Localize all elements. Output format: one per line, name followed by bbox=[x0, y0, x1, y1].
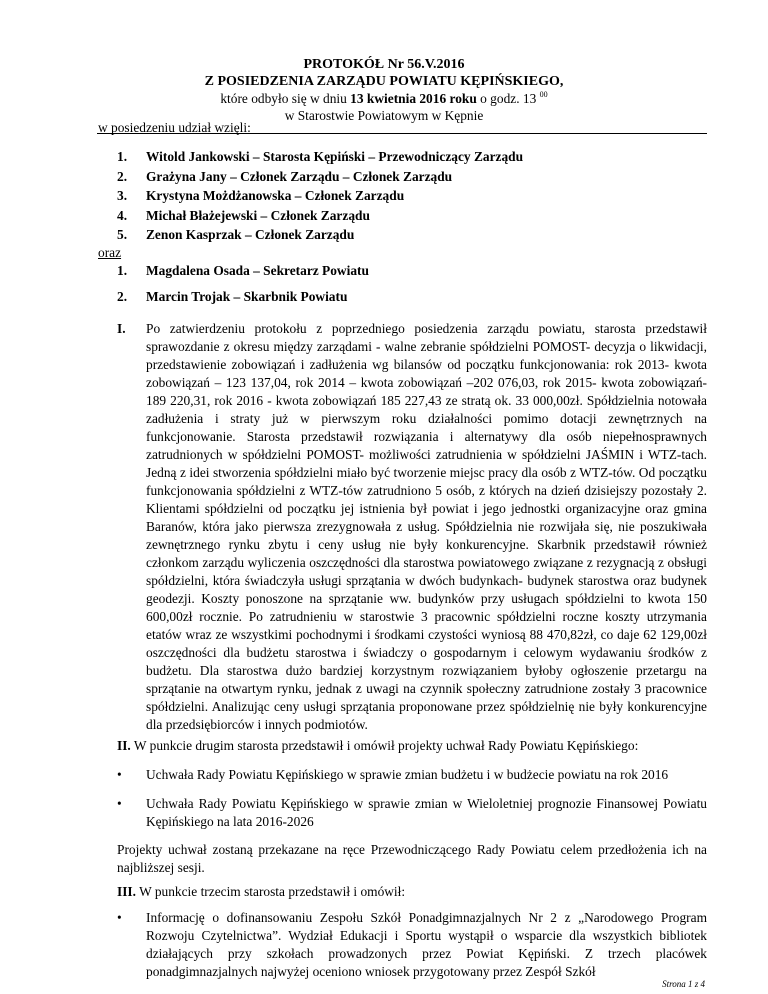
list-item: 2. Grażyna Jany – Członek Zarządu – Członek Zarządu bbox=[117, 168, 453, 184]
meeting-date-line: które odbyło się w dniu 13 kwietnia 2016 roku o godz. 13 $^{00}$ bbox=[220, 90, 548, 106]
board-members-list bbox=[98, 148, 698, 246]
header-divider bbox=[97, 133, 707, 134]
list-item: 4. Michał Błażejewski – Członek Zarządu bbox=[117, 207, 370, 223]
bullet-item: • Informację o dofinansowaniu Zespołu Szkół Ponadgimnazjalnych Nr 2 z „Narodowego Program Rozwoju Czytelnictwa”. Wydział Edukacji i Sportu wystąpił o wsparcie dla wszystkich bibliotek działających przy szkołach prowadzonych przez Powiat Kępiński. Z trzech placówek ponadgimnazjalnych najwyżej oceniono wniosek przygotowany przez Zespół Szkół bbox=[117, 910, 707, 979]
section-1 bbox=[117, 320, 707, 734]
bullet-icon: • bbox=[117, 767, 122, 782]
protocol-title: PROTOKÓŁ Nr 56.V.2016 bbox=[303, 57, 465, 72]
attendees-label: w posiedzeniu udział wzięli: bbox=[98, 120, 251, 135]
protocol-header bbox=[0, 56, 768, 124]
bullet-item: • Uchwała Rady Powiatu Kępińskiego w sprawie zmian budżetu i w budżecie powiatu na rok 2016 bbox=[117, 767, 669, 782]
protocol-subtitle: Z POSIEDZENIA ZARZĄDU POWIATU KĘPIŃSKIEGO, bbox=[204, 74, 564, 89]
section-text: Po zatwierdzeniu protokołu z poprzedniego posiedzenia zarządu powiatu, starosta przedstawił sprawozdanie z okresu między zarządami - walne zebranie spółdzielni POMOST- decyzja o likwidacji, przedstawienie zobowiązań i zadłużenia wg bilansów od początku funkcjonowania: rok 2013- kwota zobowiązań – 123 137,04, rok 2014 – kwota zobowiązań –202 076,03, rok 2015- kwota zobowiązań- 189 220,31, rok 2016 - kwota zobowiązań 185 227,43 ze stratą ok. 33 000,00zł. Spółdzielnia notowała zadłużenia i straty już w pierwszym roku działalności pomimo dotacji zewnętrznych na funkcjonowanie. Starosta przedstawił rozwiązania i alternatywy dla osób niepełnosprawnych zatrudnionych w spółdzielni POMOST- możliwości zatrudnienia w spółdzielni JAŚMIN i WTZ-tach. Jedną z idei stworzenia spółdzielni miało być tworzenie miejsc pracy dla osób z WTZ-tów. Od początku funkcjonowania spółdzielni z WTZ-tów zatrudniono 5 osób, z których na dzień dzisiejszy pozostały 2. Klientami spółdzielni od początku jej istnienia był powiat i jego jednostki organizacyjne oraz gmina Baranów, która jako pierwsza zrezygnowała z usług. Spółdzielnia nie rozwijała się, nie poszukiwała zewnętrznego rynku zbytu i ceny usług nie były konkurencyjne. Skarbnik przedstawił również członkom zarządu wyliczenia oszczędności dla starostwa powiatowego związane z rezygnacją z obsługi spółdzielni, która świadczyła usługi sprzątania w dwóch budynkach- budynek starostwa oraz budynek geodezji. Koszty ponoszone na sprzątanie ww. budynków przy usługach spółdzielni to kwota 150 600,00zł rocznie. Po zatrudnieniu w starostwie 3 pracownic spółdzielni roczne koszty utrzymania etatów wraz ze wszystkimi pochodnymi i środkami czystości wyniosą 88 470,82zł, co daje 62 129,00zł oszczędności dla budżetu starostwa i świadczy o gospodarnym i celowym wydawaniu środków z budżetu. Dla starostwa dużo bardziej korzystnym rozwiązaniem byłoby ogłoszenie przetargu na sprzątanie na otwartym rynku, jednak z uwagi na czynnik społeczny zatrudnione zostały 3 pracownice spółdzielni. Analizując ceny usługi sprzątania proponowane przez spółdzielnię nie były konkurencyjne dla przedsiębiorców i innych podmiotów. bbox=[146, 321, 707, 732]
bullet-icon: • bbox=[117, 910, 122, 925]
other-attendees-list bbox=[98, 262, 698, 314]
section-2-heading: II. W punkcie drugim starosta przedstawił i omówił projekty uchwał Rady Powiatu Kępińskiego: bbox=[117, 738, 639, 753]
page-number: Strona 1 z 4 bbox=[662, 979, 705, 989]
list-item: 1. Magdalena Osada – Sekretarz Powiatu bbox=[117, 263, 369, 278]
oraz-label: oraz bbox=[98, 245, 122, 260]
bullet-icon: • bbox=[117, 796, 122, 811]
section-number: I. bbox=[117, 321, 126, 336]
meeting-location: w Starostwie Powiatowym w Kępnie bbox=[284, 108, 484, 123]
list-item: 3. Krystyna Możdżanowska – Członek Zarządu bbox=[117, 188, 405, 203]
list-item: 1. Witold Jankowski – Starosta Kępiński – Przewodniczący Zarządu bbox=[117, 149, 524, 164]
list-item: 5. Zenon Kasprzak – Członek Zarządu bbox=[117, 227, 355, 242]
bullet-item: • Uchwała Rady Powiatu Kępińskiego w sprawie zmian w Wieloletniej prognozie Finansowej Powiatu Kępińskiego na lata 2016-2026 bbox=[117, 796, 707, 829]
section-2-closing: Projekty uchwał zostaną przekazane na ręce Przewodniczącego Rady Powiatu celem przedłożenia ich na najbliższej sesji. bbox=[117, 842, 707, 875]
list-item: 2. Marcin Trojak – Skarbnik Powiatu bbox=[117, 289, 348, 304]
section-3-heading: III. W punkcie trzecim starosta przedstawił i omówił: bbox=[117, 884, 406, 899]
